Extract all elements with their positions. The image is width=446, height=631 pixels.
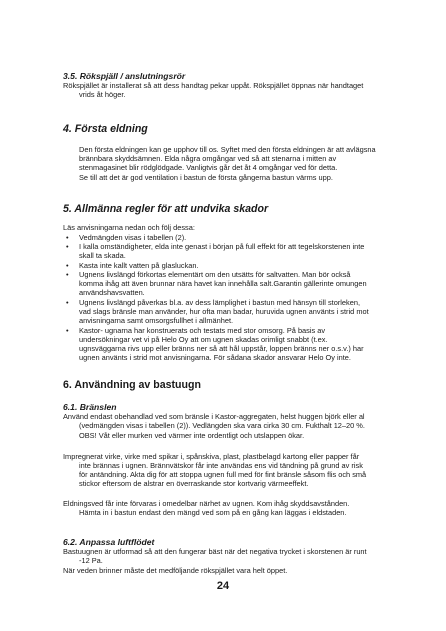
s35-line-1: Rökspjället är installerat så att dess handtag pekar uppåt. Rökspjället öppnas när handtaget	[63, 81, 364, 90]
bullet: •	[66, 233, 69, 242]
bullet: •	[66, 326, 69, 335]
s61-p3-line-1: Eldningsved får inte förvaras i omedelbar närhet av ugnen. Kom ihåg skyddsavstånden.	[63, 499, 350, 508]
s5-bullet-4-line-2: komma ihåg att även brunnar nära havet kan innehålla salt.Garantin gällerinte omungen	[79, 279, 367, 288]
s61-p1-line-2: (vedmängden visas i tabellen (2)). Vedlängden ska vara cirka 30 cm. Fukthalt 12–20 %.	[79, 421, 365, 430]
s61-p2-line-1: Impregnerat virke, virke med spikar i, spånskiva, plast, plastbelagd kartong eller papper får	[63, 452, 360, 461]
s4-line-4: Se till att det är god ventilation i bastun de första gångerna bastun värms upp.	[79, 173, 333, 182]
s62-p2-line-1: När veden brinner måste det medföljande rökspjället vara helt öppet.	[63, 566, 288, 575]
heading-5: 5. Allmänna regler för att undvika skador	[63, 203, 269, 215]
s61-p1-line-3: OBS! Våt eller murken ved värmer inte ordentligt och utslappen ökar.	[79, 431, 305, 440]
s4-line-3: stenmagasinet blir rödglödgade. Vanligtvis går det åt 4 omgångar ved för detta.	[79, 163, 338, 172]
s61-p2-line-3: för antändning. Akta dig för att stoppa ugnen full med för fint bränsle såsom flis och små	[79, 470, 367, 479]
s35-line-2: vrids åt höger.	[79, 90, 126, 99]
s5-bullet-5-line-2: vad slags bränsle man använder, hur ofta man badar, huruvida ugnen använts i strid mot	[79, 307, 369, 316]
heading-6: 6. Användning av bastuugn	[63, 379, 201, 391]
s5-bullet-4-line-3: användshavsvatten.	[79, 288, 145, 297]
bullet: •	[66, 298, 69, 307]
s5-bullet-3: Kasta inte kallt vatten på glasluckan.	[79, 261, 199, 270]
s61-p3-line-2: Hämta in i bastun endast den mängd ved som på en gång kan läggas i eldstaden.	[79, 508, 347, 517]
bullet: •	[66, 261, 69, 270]
bullet: •	[66, 242, 69, 251]
heading-6-2: 6.2. Anpassa luftflödet	[63, 537, 155, 547]
heading-6-1: 6.1. Bränslen	[63, 402, 117, 412]
bullet: •	[66, 270, 69, 279]
s5-bullet-6-line-1: Kastor- ugnarna har konstruerats och testats med stor omsorg. På basis av	[79, 326, 326, 335]
s5-bullet-6-line-3: ugnsväggarna rivs upp eller bränns ner så att hål uppstår, loppen bränns ner o.s.v.) har	[79, 344, 364, 353]
page-number: 24	[216, 580, 230, 592]
s61-p2-line-2: inte brännas i ugnen. Brännvätskor får inte användas ens vid tändning på grund av risk	[79, 461, 363, 470]
s61-p2-line-4: stickor eftersom de alstrar en överraskande stor kortvarig värmeeffekt.	[79, 479, 309, 488]
s5-bullet-2-line-1: I kalla omständigheter, elda inte genast i början på full effekt för att tegelskorstenen inte	[79, 242, 365, 251]
s5-bullet-1: Vedmängden visas i tabellen (2).	[79, 233, 187, 242]
s5-bullet-5-line-3: anvisningarna samt omsorgsfullhet i allmänhet.	[79, 316, 234, 325]
heading-4: 4. Första eldning	[63, 123, 148, 135]
s5-bullet-4-line-1: Ugnens livslängd förkortas elementärt om den utsätts för saltvatten. Man bör också	[79, 270, 351, 279]
s62-p1-line-2: -12 Pa.	[79, 556, 103, 565]
s62-p1-line-1: Bastuugnen är utformad så att den fungerar bäst när det negativa trycket i skorstenen är runt	[63, 547, 367, 556]
s5-bullet-6-line-2: undersökningar vet vi på Helo Oy att om ugnen skadas orimligt snabbt (t.ex.	[79, 335, 328, 344]
s5-bullet-5-line-1: Ugnens livslängd påverkas bl.a. av dess lämplighet i bastun med hänsyn till storleken,	[79, 298, 360, 307]
heading-3-5: 3.5. Rökspjäll / anslutningsrör	[63, 71, 186, 81]
s5-bullet-6-line-4: ugnen använts i strid mot anvisningarna. För sådana skador ansvarar Helo Oy inte.	[79, 353, 351, 362]
s4-line-2: brännbara skyddsämnen. Elda några omgångar ved så att stenarna i mitten av	[79, 154, 337, 163]
s5-bullet-2-line-2: skall ta skada.	[79, 251, 126, 260]
s5-intro: Läs anvisningarna nedan och följ dessa:	[63, 223, 195, 232]
s61-p1-line-1: Använd endast obehandlad ved som bränsle i Kastor-aggregaten, helst huggen björk eller al	[63, 412, 365, 421]
s4-line-1: Den första eldningen kan ge upphov till os. Syftet med den första eldningen är att avlägsna	[79, 145, 376, 154]
